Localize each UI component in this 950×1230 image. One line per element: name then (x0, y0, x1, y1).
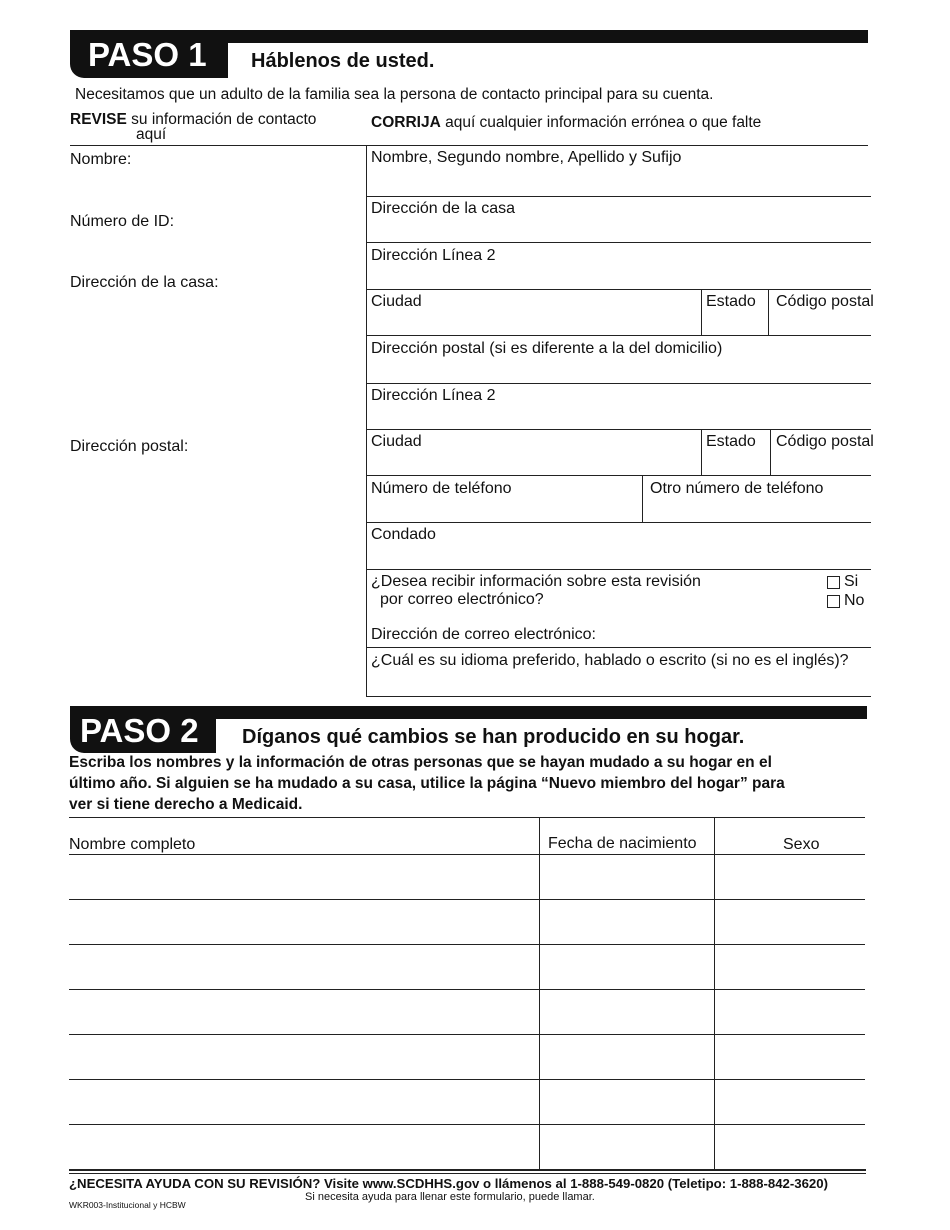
table-divider-2 (714, 817, 715, 1170)
field-state-b[interactable]: Estado (706, 433, 756, 450)
step2-intro-line2: último año. Si alguien se ha mudado a su casa, utilice la página “Nuevo miembro del hogar” para (69, 775, 785, 792)
review-header-line2: aquí (136, 126, 167, 143)
rule (366, 383, 871, 384)
rule (770, 429, 771, 475)
field-city-b[interactable]: Ciudad (371, 433, 422, 450)
field-phone[interactable]: Número de teléfono (371, 480, 512, 497)
step2-tab (70, 706, 216, 753)
rule (366, 242, 871, 243)
table-row[interactable] (69, 1034, 865, 1035)
rule (366, 696, 871, 697)
field-mailing-address[interactable]: Dirección postal (si es diferente a la del domicilio) (371, 340, 723, 357)
label-mailing-address: Dirección postal: (70, 438, 189, 455)
step1-tab (70, 30, 228, 78)
step2-tab-label: PASO 2 (80, 712, 199, 749)
field-other-phone[interactable]: Otro número de teléfono (650, 480, 824, 497)
table-top-rule (69, 817, 865, 818)
table-row[interactable] (69, 989, 865, 990)
rule (366, 475, 871, 476)
rule (366, 569, 871, 570)
rule (768, 289, 769, 335)
label-id: Número de ID: (70, 213, 175, 230)
label-home-address: Dirección de la casa: (70, 274, 219, 291)
field-email[interactable]: Dirección de correo electrónico: (371, 626, 596, 643)
col-birth-date: Fecha de nacimiento (548, 835, 697, 852)
footer-help: ¿NECESITA AYUDA CON SU REVISIÓN? Visite www.SCDHHS.gov o llámenos al 1-888-549-0820 (Teletipo: 1-888-842-3620) (69, 1176, 828, 1191)
step2-title: Díganos qué cambios se han producido en su hogar. (242, 726, 745, 748)
rule (366, 289, 871, 290)
rule (701, 289, 702, 335)
rule (366, 196, 871, 197)
step1-intro: Necesitamos que un adulto de la familia sea la persona de contacto principal para su cuenta. (75, 86, 714, 103)
rule (366, 522, 871, 523)
rule (366, 647, 871, 648)
rule (366, 335, 871, 336)
step1-column-divider (366, 145, 367, 696)
field-home-address[interactable]: Dirección de la casa (371, 200, 516, 217)
table-row[interactable] (69, 944, 865, 945)
field-city-a[interactable]: Ciudad (371, 293, 422, 310)
field-address-line2-a[interactable]: Dirección Línea 2 (371, 247, 496, 264)
field-language[interactable]: ¿Cuál es su idioma preferido, hablado o escrito (si no es el inglés)? (371, 652, 849, 669)
field-zip-a[interactable]: Código postal (776, 293, 874, 310)
yes-label: Si (844, 573, 859, 590)
step1-title: Háblenos de usted. (251, 50, 435, 72)
correct-bold: CORRIJA (371, 114, 441, 131)
field-state-a[interactable]: Estado (706, 293, 756, 310)
field-zip-b[interactable]: Código postal (776, 433, 874, 450)
table-divider-1 (539, 817, 540, 1170)
table-row[interactable] (69, 899, 865, 900)
col-full-name: Nombre completo (69, 836, 196, 853)
review-bold: REVISE (70, 111, 127, 128)
label-name: Nombre: (70, 151, 132, 168)
no-checkbox[interactable] (827, 595, 840, 608)
field-county[interactable]: Condado (371, 526, 436, 543)
step1-tab-label: PASO 1 (88, 36, 207, 73)
step1-header-rule (70, 145, 868, 146)
field-address-line2-b[interactable]: Dirección Línea 2 (371, 387, 496, 404)
rule (701, 429, 702, 475)
field-full-name[interactable]: Nombre, Segundo nombre, Apellido y Sufijo (371, 149, 682, 166)
correct-rest: aquí cualquier información errónea o que falte (445, 114, 762, 131)
review-header (70, 111, 316, 129)
table-row[interactable] (69, 1124, 865, 1125)
email-question-line1: ¿Desea recibir información sobre esta revisión (371, 573, 701, 590)
email-question-line2: por correo electrónico? (380, 591, 544, 608)
footer-subhelp: Si necesita ayuda para llenar este formulario, puede llamar. (305, 1191, 595, 1203)
col-sex: Sexo (783, 836, 820, 853)
no-label: No (844, 592, 865, 609)
rule (366, 429, 871, 430)
yes-checkbox[interactable] (827, 576, 840, 589)
footer-rule-bottom (69, 1173, 866, 1174)
review-rest: su información de contacto (131, 111, 317, 128)
footer-form-code: WKR003-Institucional y HCBW (69, 1200, 186, 1210)
correct-header (371, 114, 761, 132)
step2-intro-line1: Escriba los nombres y la información de otras personas que se hayan mudado a su hogar en el (69, 754, 772, 771)
rule (642, 475, 643, 522)
step2-intro-line3: ver si tiene derecho a Medicaid. (69, 796, 303, 813)
table-row[interactable] (69, 1079, 865, 1080)
table-header-rule (69, 854, 865, 855)
footer-rule-top (69, 1169, 866, 1171)
